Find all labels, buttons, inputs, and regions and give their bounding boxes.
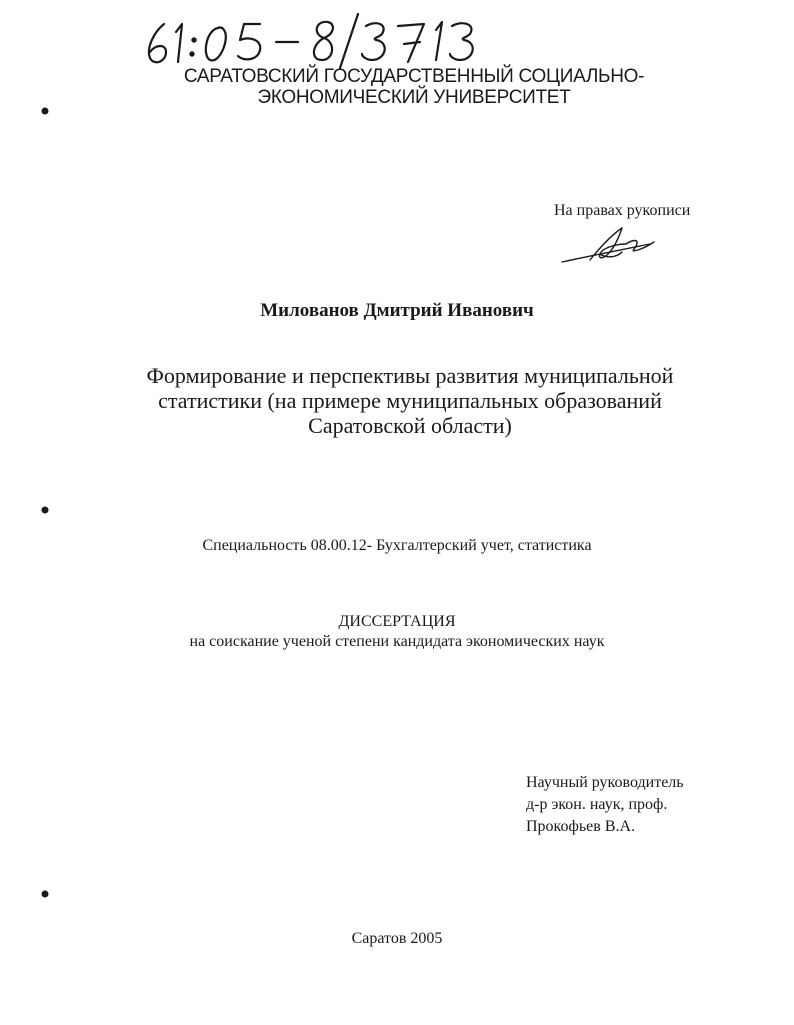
university-line-1: САРАТОВСКИЙ ГОСУДАРСТВЕННЫЙ СОЦИАЛЬНО- [183,66,645,87]
punch-mark-icon [40,889,50,899]
dissertation-subtitle: на соискание ученой степени кандидата экономических наук [189,633,605,650]
title-line-3: Саратовской области) [308,413,512,438]
signature [560,222,660,268]
supervisor-name: Прокофьев В.А. [526,818,636,835]
university-line-2: ЭКОНОМИЧЕСКИЙ УНИВЕРСИТЕТ [257,87,571,108]
author-name: Милованов Дмитрий Иванович [260,300,534,321]
handwritten-catalog-number [140,10,480,70]
title-line-2: статистики (на примере муниципальных образований [158,388,662,413]
dissertation-heading: ДИССЕРТАЦИЯ [338,613,456,630]
city-year: Саратов 2005 [351,930,443,947]
supervisor-block [526,772,684,838]
dissertation-title [130,363,690,438]
punch-mark-icon [40,505,50,515]
university-name [180,66,648,108]
title-line-1: Формирование и перспективы развития муниципальной [146,363,674,388]
specialty: Специальность 08.00.12- Бухгалтерский учет, статистика [202,537,592,554]
supervisor-degree: д-р экон. наук, проф. [526,796,668,813]
punch-mark-icon [40,106,50,116]
rights-note: На правах рукописи [554,202,691,219]
supervisor-role: Научный руководитель [526,774,684,791]
dissertation-block [0,612,794,652]
